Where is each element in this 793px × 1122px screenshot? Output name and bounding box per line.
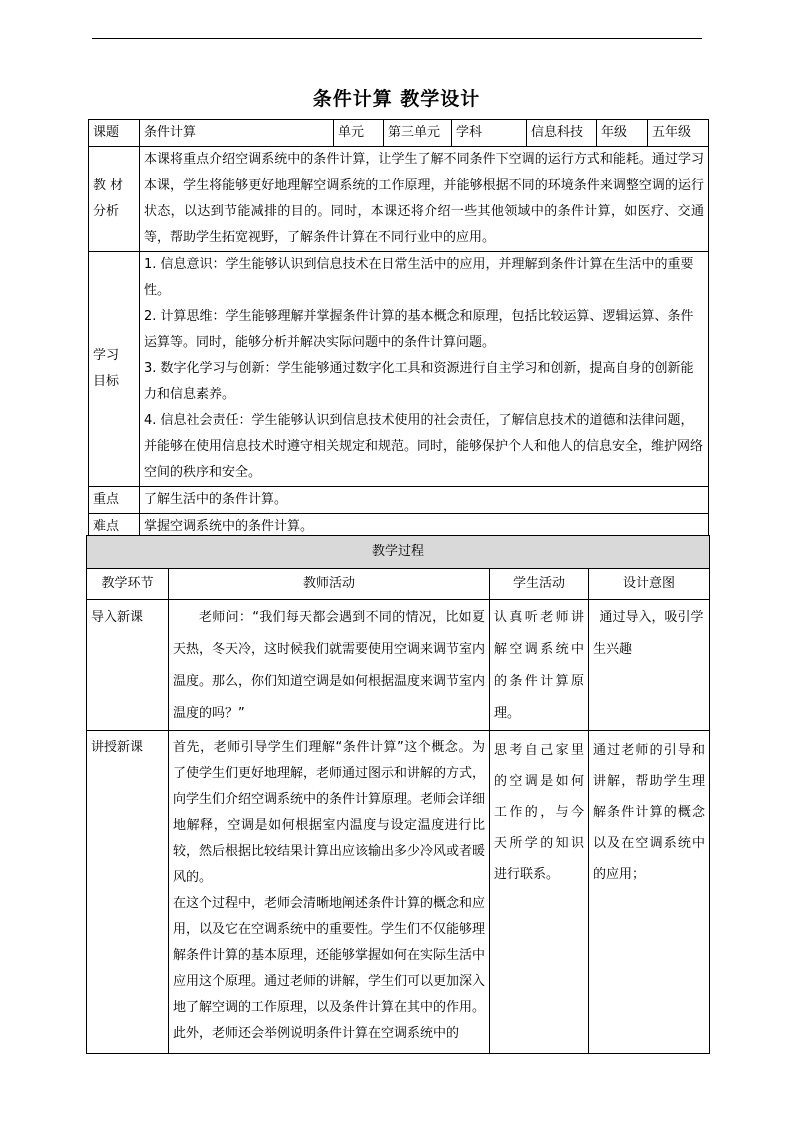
column-header: 设计意图: [589, 569, 710, 600]
design-intent: 通过老师的引导和讲解，帮助学生理解条件计算的概念以及在空调系统中的应用；: [589, 731, 710, 1054]
goals-row: [89, 252, 709, 487]
topic-label: 课题: [89, 120, 140, 147]
column-header: 教学环节: [87, 569, 169, 600]
stage-cell: 导入新课: [87, 600, 169, 731]
student-activity: 认真听老师讲解空调系统中的条件计算原理。: [490, 600, 589, 731]
info-row: [89, 120, 709, 147]
goal-item: 2. 计算思维：学生能够理解并掌握条件计算的基本概念和原理，包括比较运算、逻辑运算、条件运算等。同时，能够分析并解决实际问题中的条件计算问题。: [144, 309, 694, 350]
topic-value: 条件计算: [140, 120, 334, 147]
goal-item: 4. 信息社会责任：学生能够认识到信息技术使用的社会责任，了解信息技术的道德和法律问题，并能够在使用信息技术时遵守相关规定和规范。同时，能够保护个人和他人的信息安全，维护网络空间的秩序和安全。: [144, 413, 704, 480]
subject-label: 学科: [452, 120, 527, 147]
header-rule: [92, 38, 702, 39]
process-heading: 教学过程: [87, 536, 710, 569]
analysis-text: 本课将重点介绍空调系统中的条件计算，让学生了解不同条件下空调的运行方式和能耗。通过学习本课，学生将能够更好地理解空调系统的工作原理，并能够根据不同的环境条件来调整空调的运行状态，以达到节能减排的目的。同时，本课还将介绍一些其他领域中的条件计算，如医疗、交通等，帮助学生拓宽视野，了解条件计算在不同行业中的应用。: [140, 147, 709, 252]
key-point-row: [89, 487, 709, 514]
subject-value: 信息科技: [527, 120, 597, 147]
analysis-label: 教 材 分析: [89, 147, 140, 252]
teacher-activity: 老师问：“我们每天都会遇到不同的情况，比如夏天热，冬天冷，这时候我们就需要使用空调来调节室内温度。那么，你们知道空调是如何根据温度来调节室内温度的吗？”: [169, 600, 490, 731]
teacher-paragraph: 在这个过程中，老师会清晰地阐述条件计算的概念和应用，以及它在空调系统中的重要性。学生们不仅能够理解条件计算的基本原理，还能够掌握如何在实际生活中应用这个原理。通过老师的讲解，学生们可以更加深入地了解空调的工作原理，以及条件计算在其中的作用。: [173, 896, 486, 1015]
teacher-activity: [169, 731, 490, 1054]
goals-list: [140, 252, 709, 487]
table-row: [87, 731, 710, 1054]
column-header: 学生活动: [490, 569, 589, 600]
teacher-paragraph: 此外，老师还会举例说明条件计算在空调系统中的: [173, 1026, 460, 1041]
grade-label: 年级: [597, 120, 648, 147]
stage-cell: 讲授新课: [87, 731, 169, 1054]
goal-item: 3. 数字化学习与创新：学生能够通过数字化工具和资源进行自主学习和创新，提高自身的创新能力和信息素养。: [144, 361, 694, 402]
page-title: 条件计算 教学设计: [312, 88, 481, 110]
difficulty-label: 难点: [89, 514, 140, 541]
key-point-label: 重点: [89, 487, 140, 514]
student-activity: 思考自己家里的空调是如何工作的，与今天所学的知识进行联系。: [490, 731, 589, 1054]
teaching-process-table: [86, 535, 710, 1054]
process-heading-row: [87, 536, 710, 569]
lesson-info-table: [88, 119, 709, 541]
grade-value: 五年级: [648, 120, 709, 147]
table-row: [87, 600, 710, 731]
analysis-row: [89, 147, 709, 252]
difficulty-text: 掌握空调系统中的条件计算。: [140, 514, 709, 541]
unit-label: 单元: [334, 120, 384, 147]
unit-value: 第三单元: [384, 120, 452, 147]
column-header: 教师活动: [169, 569, 490, 600]
teacher-paragraph: 首先，老师引导学生们理解“条件计算”这个概念。为了使学生们更好地理解，老师通过图示和讲解的方式，向学生们介绍空调系统中的条件计算原理。老师会详细地解释，空调是如何根据室内温度与设定温度进行比较，然后根据比较结果计算出应该输出多少冷风或者暖风的。: [173, 740, 486, 885]
process-header-row: [87, 569, 710, 600]
goals-label: 学习 目标: [89, 252, 140, 487]
key-point-text: 了解生活中的条件计算。: [140, 487, 709, 514]
goal-item: 1. 信息意识：学生能够认识到信息技术在日常生活中的应用，并理解到条件计算在生活中的重要性。: [144, 257, 694, 298]
design-intent: 通过导入，吸引学生兴趣: [589, 600, 710, 731]
